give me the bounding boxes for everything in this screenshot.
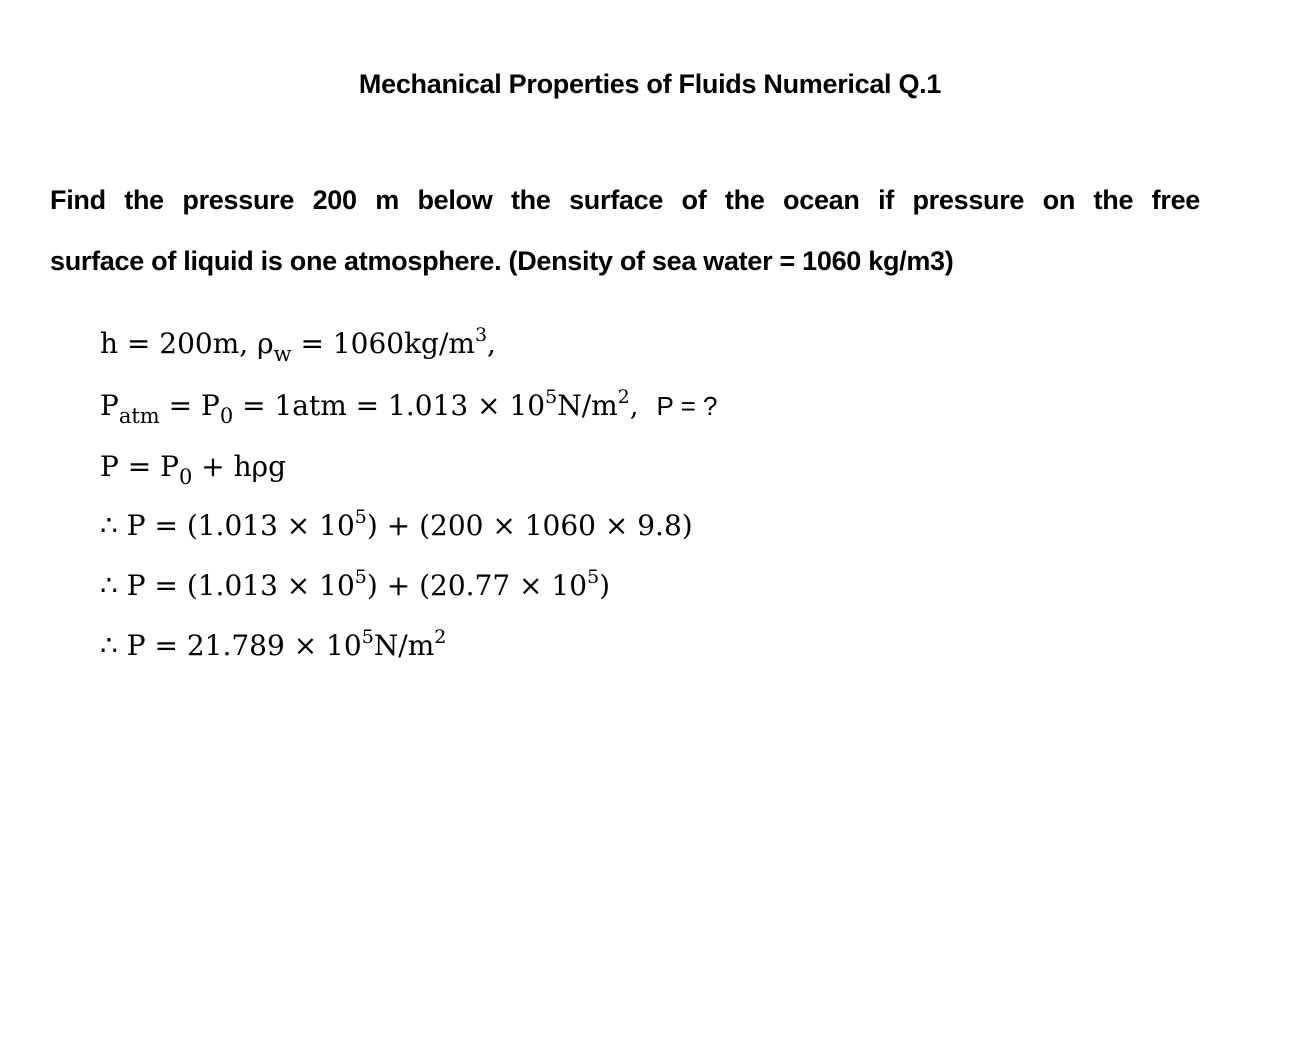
formula-line	[100, 447, 286, 487]
substitution-part-b: ) + (200 × 1060 × 9.8)	[366, 509, 693, 542]
atm-value: = 1atm = 1.013 × 10	[233, 389, 546, 422]
substitution-part-a: ∴ P = (1.013 × 10	[100, 509, 355, 542]
exponent: 5	[354, 506, 367, 528]
atm-unit: N/m	[557, 389, 618, 422]
simplification-part-c: )	[599, 569, 611, 602]
comma: ,	[629, 389, 639, 422]
atm-exponent: 5	[545, 386, 558, 408]
density-subscript: w	[273, 342, 292, 366]
question-line-2: surface of liquid is one atmosphere. (Density of sea water = 1060 kg/m3)	[50, 246, 954, 276]
pressure-symbol: P	[100, 389, 119, 422]
result-value: ∴ P = 21.789 × 10	[100, 629, 362, 662]
unknown-pressure: P = ?	[656, 391, 718, 421]
given-pressure-line	[100, 386, 717, 426]
result-unit: N/m	[373, 629, 435, 662]
zero-subscript: 0	[178, 465, 193, 489]
density-value: = 1060kg/m	[291, 327, 475, 360]
formula-lhs: P = P	[100, 450, 179, 483]
simplification-part-b: ) + (20.77 × 10	[366, 569, 588, 602]
given-height-density: h = 200m, ρ	[100, 327, 274, 360]
result-line	[100, 626, 446, 666]
zero-subscript: 0	[219, 404, 234, 428]
question-line-1: Find the pressure 200 m below the surface of the ocean if pressure on the free	[50, 185, 1200, 215]
comma: ,	[487, 327, 496, 360]
simplification-part-a: ∴ P = (1.013 × 10	[100, 569, 355, 602]
given-values-line	[100, 324, 496, 364]
p0-symbol: = P	[159, 389, 220, 422]
unit-exponent: 2	[434, 626, 447, 648]
exponent: 5	[354, 566, 367, 588]
formula-rhs: + hρg	[192, 450, 287, 483]
exponent: 5	[361, 626, 374, 648]
atm-unit-exponent: 2	[617, 386, 630, 408]
exponent: 5	[587, 566, 600, 588]
simplification-line	[100, 566, 610, 606]
substitution-line	[100, 506, 693, 546]
page-title: Mechanical Properties of Fluids Numerical Q.1	[358, 69, 942, 99]
density-unit-exponent: 3	[474, 324, 488, 346]
atm-subscript: atm	[118, 404, 160, 428]
